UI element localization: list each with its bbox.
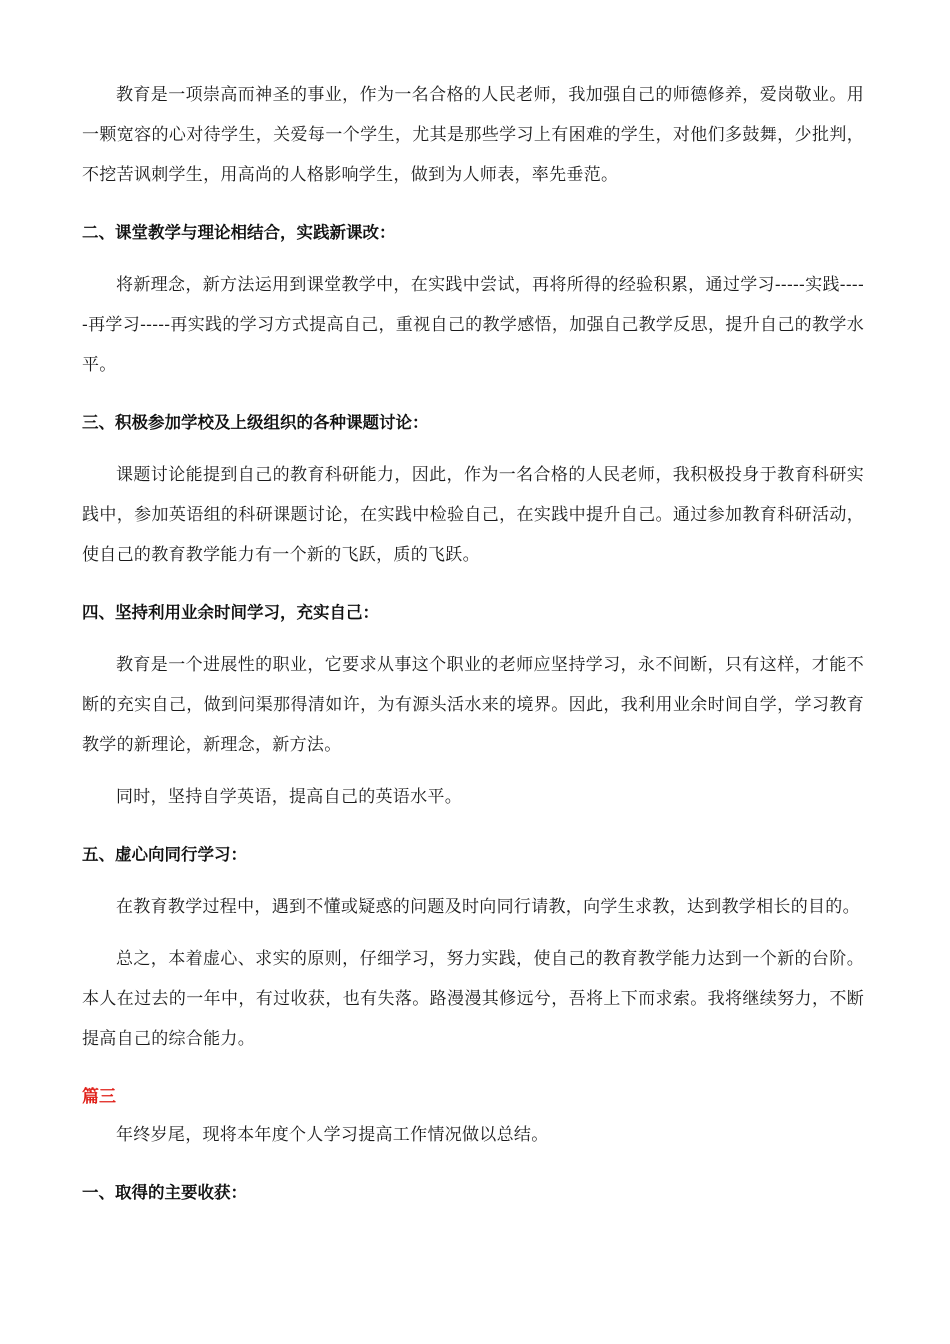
section-title-part-three: 篇三 [82, 1087, 116, 1107]
paragraph-conclusion: 总之，本着虚心、求实的原则，仔细学习，努力实践，使自己的教育教学能力达到一个新的台阶。本人在过去的一年中，有过收获，也有失落。路漫漫其修远兮，吾将上下而求索。我将继续努力，不断提高自己的综合能力。 [82, 949, 864, 1049]
heading-main-gains: 一、取得的主要收获： [82, 1183, 247, 1202]
paragraph-new-methods: 将新理念，新方法运用到课堂教学中，在实践中尝试，再将所得的经验积累，通过学习-----实践-----再学习-----再实践的学习方式提高自己，重视自己的教学感悟，加强自己教学反思，提升自己的教学水平。 [82, 275, 864, 375]
document-page [82, 75, 864, 1225]
heading-learn-from-peers: 五、虚心向同行学习： [82, 845, 247, 864]
heading-spare-time-study: 四、坚持利用业余时间学习，充实自己： [82, 603, 379, 622]
paragraph-ask-peers: 在教育教学过程中，遇到不懂或疑惑的问题及时向同行请教，向学生求教，达到教学相长的目的。 [116, 897, 860, 917]
paragraph-teacher-ethics: 教育是一项崇高而神圣的事业，作为一名合格的人民老师，我加强自己的师德修养，爱岗敬业。用一颗宽容的心对待学生，关爱每一个学生，尤其是那些学习上有困难的学生，对他们多鼓舞，少批判，不挖苦讽刺学生，用高尚的人格影响学生，做到为人师表，率先垂范。 [82, 85, 864, 185]
paragraph-research: 课题讨论能提到自己的教育科研能力，因此，作为一名合格的人民老师，我积极投身于教育科研实践中，参加英语组的科研课题讨论，在实践中检验自己，在实践中提升自己。通过参加教育科研活动，使自己的教育教学能力有一个新的飞跃，质的飞跃。 [82, 465, 864, 565]
paragraph-english-study: 同时，坚持自学英语，提高自己的英语水平。 [116, 787, 462, 807]
heading-research-discussion: 三、积极参加学校及上级组织的各种课题讨论： [82, 413, 429, 432]
paragraph-continuous-learning: 教育是一个进展性的职业，它要求从事这个职业的老师应坚持学习，永不间断，只有这样，才能不断的充实自己，做到问渠那得清如许，为有源头活水来的境界。因此，我利用业余时间自学，学习教育教学的新理论，新理念，新方法。 [82, 655, 864, 755]
heading-classroom-practice: 二、课堂教学与理论相结合，实践新课改： [82, 223, 396, 242]
paragraph-year-end-intro: 年终岁尾，现将本年度个人学习提高工作情况做以总结。 [116, 1125, 549, 1145]
